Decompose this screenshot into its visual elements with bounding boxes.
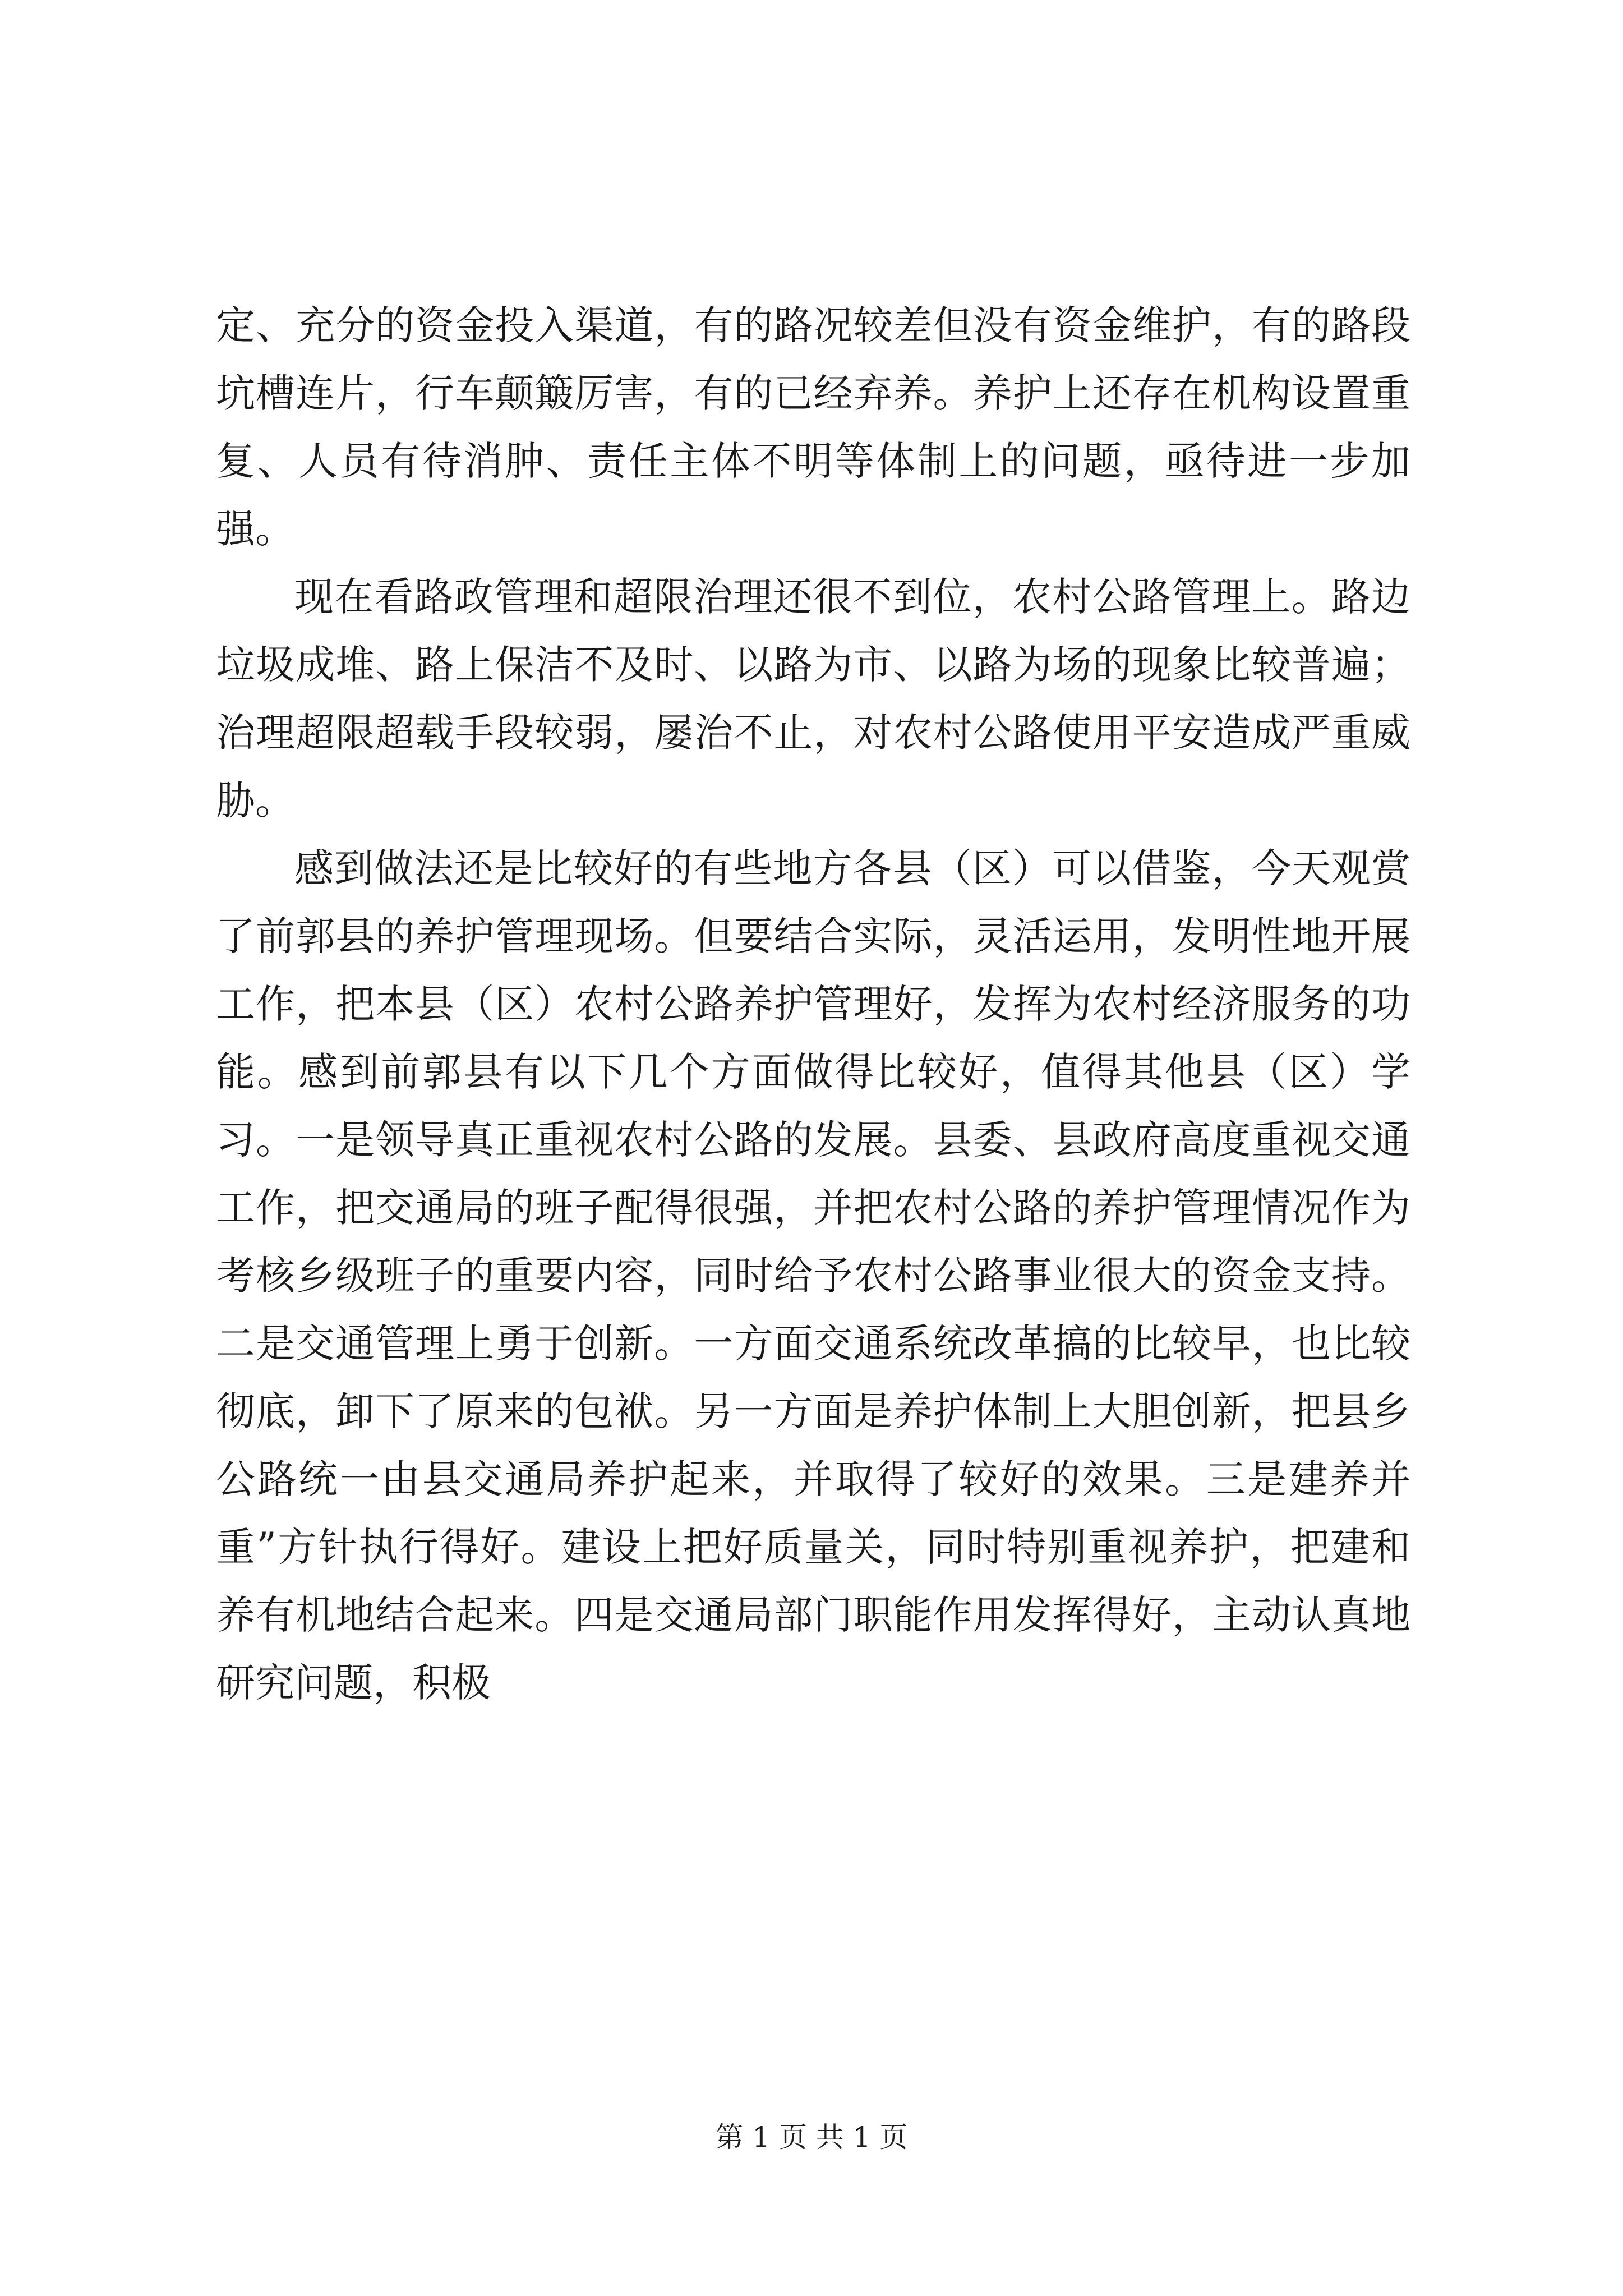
paragraph-3: 感到做法还是比较好的有些地方各县（区）可以借鉴，今天观赏了前郭县的养护管理现场。但要结合实际，灵活运用，发明性地开展工作，把本县（区）农村公路养护管理好，发挥为农村经济服务的功能。感到前郭县有以下几个方面做得比较好，值得其他县（区）学习。一是领导真正重视农村公路的发展。县委、县政府高度重视交通工作，把交通局的班子配得很强，并把农村公路的养护管理情况作为考核乡级班子的重要内容，同时给予农村公路事业很大的资金支持。二是交通管理上勇于创新。一方面交通系统改革搞的比较早，也比较彻底，卸下了原来的包袱。另一方面是养护体制上大胆创新，把县乡公路统一由县交通局养护起来，并取得了较好的效果。三是建养并重”方针执行得好。建设上把好质量关，同时特别重视养护，把建和养有机地结合起来。四是交通局部门职能作用发挥得好，主动认真地研究问题，积极 <box>216 845 1410 1706</box>
paragraph-2: 现在看路政管理和超限治理还很不到位，农村公路管理上。路边垃圾成堆、路上保洁不及时、以路为市、以路为场的现象比较普遍；治理超限超载手段较弱，屡治不止，对农村公路使用平安造成严重威胁。 <box>216 574 1410 823</box>
document-body <box>216 292 1410 1717</box>
page-footer: 第 1 页 共 1 页 <box>715 2121 908 2154</box>
paragraph-1: 定、充分的资金投入渠道，有的路况较差但没有资金维护，有的路段坑槽连片，行车颠簸厉害，有的已经弃养。养护上还存在机构设置重复、人员有待消肿、责任主体不明等体制上的问题，亟待进一步加强。 <box>216 302 1410 552</box>
